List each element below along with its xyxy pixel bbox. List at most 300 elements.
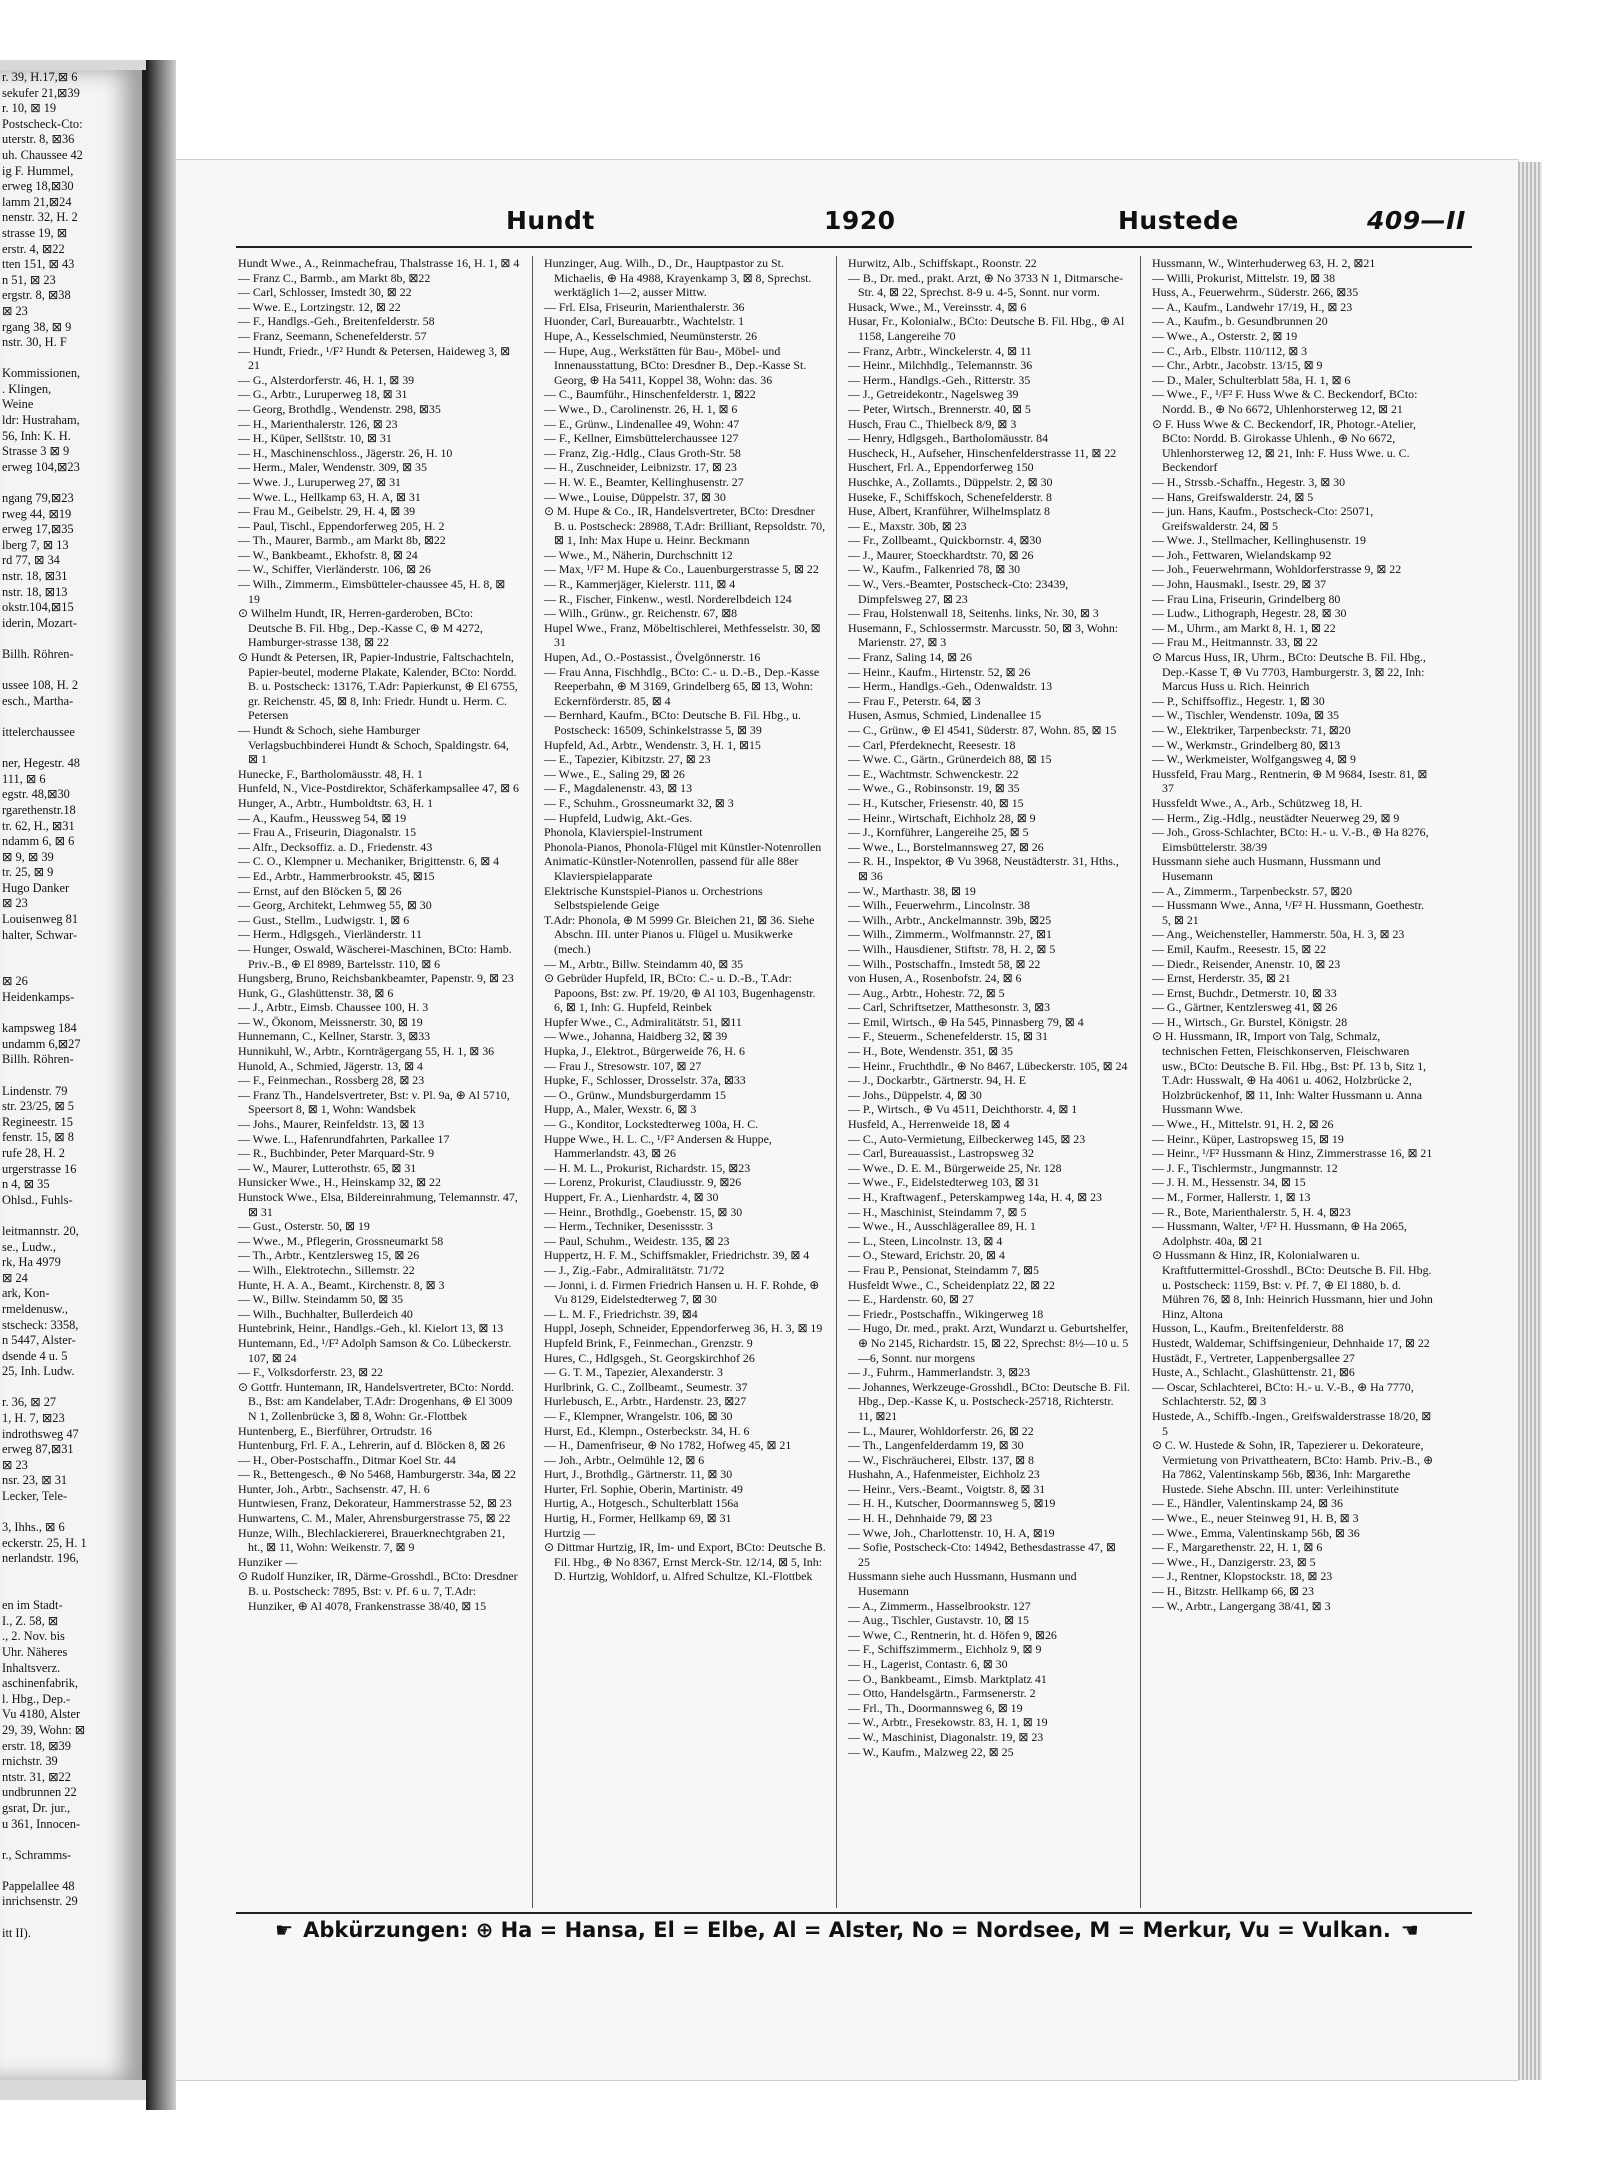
- left-page-line: ergstr. 8, ⊠38: [2, 288, 71, 303]
- directory-entry: T.Adr: Phonola, ⊕ M 5999 Gr. Bleichen 21, ⊠ 36. Siehe Abschn. III. unter Pianos u. Flügel u. Musikwerke (mech.): [544, 912, 815, 956]
- directory-entry: — H., Wirtsch., Gr. Burstel, Königstr. 28: [1152, 1014, 1348, 1029]
- left-page-line: [0, 1910, 142, 1926]
- left-page-line: erweg 104,⊠23: [2, 459, 80, 474]
- directory-entry: — G., Konditor, Lockstedterweg 100a, H. C.: [544, 1117, 759, 1132]
- directory-entry: Hurtig, A., Hotgesch., Schulterblatt 156a: [544, 1496, 739, 1511]
- directory-entry: — Aug., Arbtr., Hohestr. 72, ⊠ 5: [848, 985, 1005, 1000]
- directory-entry: — Herm., Maler, Wendenstr. 309, ⊠ 35: [238, 460, 427, 475]
- directory-entry: von Husen, A., Rosenbofstr. 24, ⊠ 6: [848, 971, 1022, 986]
- left-page-line: uterstr. 8, ⊠36: [2, 132, 75, 147]
- directory-entry: — H., Damenfriseur, ⊕ No 1782, Hofweg 45, ⊠ 21: [544, 1438, 792, 1453]
- directory-entry: — A., Kaufm., b. Gesundbrunnen 20: [1152, 314, 1328, 329]
- directory-entry: — E., Wachtmstr. Schwenckestr. 22: [848, 766, 1019, 781]
- left-page-line: r. 39, H.17,⊠ 6: [2, 70, 78, 84]
- left-page-line: indrothsweg 47: [2, 1426, 79, 1441]
- left-page-line: [0, 1068, 142, 1084]
- directory-entry: — Herm., Handlgs.-Geh., Odenwaldstr. 13: [848, 679, 1053, 694]
- directory-entry: — Wwe, C., Rentnerin, ht. d. Höfen 9, ⊠26: [848, 1627, 1057, 1642]
- directory-entry: — H. M. L., Prokurist, Richardstr. 15, ⊠23: [544, 1160, 751, 1175]
- directory-entry: — Hans, Greifswalderstr. 24, ⊠ 5: [1152, 489, 1314, 504]
- page-number: 409—II: [1367, 206, 1466, 235]
- directory-entry: — Wwe. L., Hafenrundfahrten, Parkallee 17: [238, 1131, 450, 1146]
- directory-entry: — E., Maxstr. 30b, ⊠ 23: [848, 518, 967, 533]
- directory-entry: — Herm., Handlgs.-Geh., Ritterstr. 35: [848, 372, 1031, 387]
- column-4: [1152, 256, 1434, 1908]
- directory-entry: Hussfeld, Frau Marg., Rentnerin, ⊕ M 9684, Isestr. 81, ⊠ 37: [1152, 766, 1428, 796]
- directory-entry: — Th., Langenfelderdamm 19, ⊠ 30: [848, 1438, 1024, 1453]
- directory-entry: Huschert, Frl. A., Eppendorferweg 150: [848, 460, 1034, 475]
- directory-entry: — G. T. M., Tapezier, Alexanderstr. 3: [544, 1365, 723, 1380]
- left-page-line: halter, Schwar-: [2, 927, 77, 942]
- directory-entry: Hussmann siehe auch Husmann, Hussmann und Husemann: [1152, 854, 1381, 883]
- directory-entry: — E., Hardenstr. 60, ⊠ 27: [848, 1292, 974, 1307]
- directory-entry: Hurt, J., Brothdlg., Gärtnerstr. 11, ⊠ 30: [544, 1467, 733, 1482]
- directory-entry: — Franz, Arbtr., Winckelerstr. 4, ⊠ 11: [848, 343, 1032, 358]
- directory-entry: Husack, Wwe., M., Vereinsstr. 4, ⊠ 6: [848, 299, 1027, 314]
- left-page-line: ndamm 6, ⊠ 6: [2, 834, 75, 849]
- left-page-line: rmeldenusw.,: [2, 1301, 68, 1316]
- directory-entry: — Franz Th., Handelsvertreter, Bst: v. Pl. 9a, ⊕ Al 5710, Speersort 8, ⊠ 1, Wohn: Wandsbek: [238, 1087, 510, 1117]
- left-page-line: aschinenfabrik,: [2, 1676, 79, 1691]
- left-page-line: u 361, Innocen-: [2, 1816, 81, 1831]
- directory-entry: Huscheck, H., Aufseher, Hinschenfelderstrasse 11, ⊠ 22: [848, 445, 1117, 460]
- directory-entry: Hustede, A., Schiffb.-Ingen., Greifswalderstrasse 18/20, ⊠ 5: [1152, 1408, 1432, 1438]
- left-page-line: egstr. 48,⊠30: [2, 787, 70, 802]
- directory-entry: — A., Kaufm., Landwehr 17/19, H., ⊠ 23: [1152, 299, 1353, 314]
- directory-entry: — Franz C., Barmb., am Markt 8b, ⊠22: [238, 270, 431, 285]
- directory-entry: — H., Maschinenschloss., Jägerstr. 26, H. 10: [238, 445, 453, 460]
- directory-entry: — Frau P., Pensionat, Steindamm 7, ⊠5: [848, 1262, 1039, 1277]
- directory-entry: — Wwe., D., Carolinenstr. 26, H. 1, ⊠ 6: [544, 401, 738, 416]
- directory-entry: — G., Gärtner, Kentzlersweg 41, ⊠ 26: [1152, 1000, 1338, 1015]
- left-page-line: Regineestr. 15: [2, 1114, 73, 1129]
- left-page-line: Vu 4180, Alster: [2, 1707, 81, 1722]
- directory-entry: — F., Kellner, Eimsbüttelerchaussee 127: [544, 431, 739, 446]
- directory-entry: Huppl, Joseph, Schneider, Eppendorferweg 36, H. 3, ⊠ 19: [544, 1321, 823, 1336]
- directory-entry: Hupfer Wwe., C., Admiralitätstr. 51, ⊠11: [544, 1014, 742, 1029]
- directory-entry: — Wilh., Postschaffn., Imstedt 58, ⊠ 22: [848, 956, 1041, 971]
- directory-entry: — H. H., Kutscher, Doormannsweg 5, ⊠19: [848, 1496, 1056, 1511]
- directory-entry: — Jonni, i. d. Firmen Friedrich Hansen u. H. F. Rohde, ⊕ Vu 8129, Eidelstedterweg 7, ⊠ 30: [544, 1277, 820, 1307]
- directory-entry: — Wilh., Buchhalter, Bullerdeich 40: [238, 1306, 413, 1321]
- directory-entry: ⊙ Gottfr. Huntemann, IR, Handelsvertreter, BCto: Nordd. B., Bst: am Kandelaber, T.Adr: Drogenhans, ⊕ El 3009 N 1, Zollenbrücke 3, ⊠ 8, Wohn: Gr.-Flottbek: [238, 1379, 514, 1423]
- left-page-line: [0, 1567, 142, 1583]
- directory-entry: — O., Grünw., Mundsburgerdamm 15: [544, 1087, 726, 1102]
- directory-entry: — J. H. M., Hessenstr. 34, ⊠ 15: [1152, 1175, 1306, 1190]
- directory-entry: — Wilh., Hausdiener, Stiftstr. 78, H. 2, ⊠ 5: [848, 941, 1056, 956]
- left-page-line: ⊠ 26: [2, 974, 28, 989]
- left-page-line: Heidenkamps-: [2, 990, 75, 1005]
- directory-entry: — Hussmann, Walter, ¹/F² H. Hussmann, ⊕ Ha 2065, Adolphstr. 40a, ⊠ 21: [1152, 1219, 1407, 1248]
- left-page-line: n 4, ⊠ 35: [2, 1177, 50, 1192]
- directory-entry: — C., Auto-Vermietung, Eilbeckerweg 145, ⊠ 23: [848, 1131, 1086, 1146]
- directory-entry: Husfeld, A., Herrenweide 18, ⊠ 4: [848, 1117, 1010, 1132]
- hand-pointer-icon: ☛: [275, 1918, 294, 1942]
- left-page-line: fenstr. 15, ⊠ 8: [2, 1130, 74, 1145]
- left-page-line: urgerstrasse 16: [2, 1161, 77, 1176]
- directory-entry: Hunecke, F., Bartholomäusstr. 48, H. 1: [238, 766, 423, 781]
- left-page-line: nenstr. 32, H. 2: [2, 210, 78, 225]
- directory-entry: Hussfeldt Wwe., A., Arb., Schützweg 18, H.: [1152, 795, 1363, 810]
- column-1: [238, 256, 520, 1908]
- header-first-entry: Hundt: [506, 206, 595, 235]
- directory-entry: — W., Arbtr., Langergang 38/41, ⊠ 3: [1152, 1598, 1331, 1613]
- directory-entry: — Wilh., Elektrotechn., Sillemstr. 22: [238, 1262, 415, 1277]
- directory-entry: — Wwe. J., Stellmacher, Kellinghusenstr. 19: [1152, 533, 1366, 548]
- directory-entry: — Carl, Schlosser, Imstedt 30, ⊠ 22: [238, 285, 412, 300]
- directory-entry: — J., Fuhrm., Hammerlandstr. 3, ⊠23: [848, 1365, 1031, 1380]
- directory-entry: — Wwe., A., Osterstr. 2, ⊠ 19: [1152, 328, 1298, 343]
- directory-entry: ⊙ Gebrüder Hupfeld, IR, BCto: C.- u. D.-B., T.Adr: Papoons, Bst: zw. Pf. 19/20, ⊕ Al 103, Bugenhagenstr. 6, ⊠ 1, Inh: G. Hupfeld, Reinbek: [544, 971, 816, 1015]
- directory-entry: — L. M. F., Friedrichstr. 39, ⊠4: [544, 1306, 698, 1321]
- directory-entry: Hures, C., Hdlgsgeh., St. Georgskirchhof 26: [544, 1350, 755, 1365]
- left-page-line: l. Hbg., Dep.-: [2, 1691, 71, 1706]
- directory-entry: Hurlbrink, G. C., Zollbeamt., Seumestr. 37: [544, 1379, 748, 1394]
- directory-entry: Hunnikuhl, W., Arbtr., Kornträgergang 55, H. 1, ⊠ 36: [238, 1044, 495, 1059]
- directory-entry: — A., Zimmerm., Hasselbrookstr. 127: [848, 1598, 1031, 1613]
- directory-entry: Hungsberg, Bruno, Reichsbankbeamter, Papenstr. 9, ⊠ 23: [238, 971, 514, 986]
- directory-entry: — P., Schiffsoffiz., Hegestr. 1, ⊠ 30: [1152, 693, 1325, 708]
- directory-entry: — Chr., Arbtr., Jacobstr. 13/15, ⊠ 9: [1152, 358, 1323, 373]
- left-page-line: erstr. 4, ⊠22: [2, 241, 65, 256]
- abbreviations-text: Abkürzungen: ⊕ Ha = Hansa, El = Elbe, Al = Alster, No = Nordsee, M = Merkur, Vu = Vulkan.: [303, 1918, 1391, 1942]
- directory-entry: — M., Uhrm., am Markt 8, H. 1, ⊠ 22: [1152, 620, 1336, 635]
- directory-entry: — H., Marienthalerstr. 126, ⊠ 23: [238, 416, 398, 431]
- left-page-line: 56, Inh: K. H.: [2, 428, 71, 443]
- directory-entry: Hurtzig —: [544, 1525, 596, 1540]
- directory-entry: — L., Maurer, Wohldorferstr. 26, ⊠ 22: [848, 1423, 1034, 1438]
- directory-entry: ⊙ H. Hussmann, IR, Import von Talg, Schmalz, technischen Fetten, Fleischkonserven, Fleischwaren usw., BCto: Deutsche B. Fil. Hbg., Bst: Pf. 13 b, Sitz 1, T.Adr: Husswalt, ⊕ Ha 4061 u. 4062, Holzbrücke 2, Holzbrückenhof, ⊠ 11, Inh: Walter Hussmann u. Anna Hussmann Wwe.: [1152, 1029, 1427, 1117]
- directory-entry: — Wwe., E., Saling 29, ⊠ 26: [544, 766, 685, 781]
- left-page-line: erweg 18,⊠30: [2, 179, 74, 194]
- directory-entry: — P., Wirtsch., ⊕ Vu 4511, Deichthorstr. 4, ⊠ 1: [848, 1102, 1078, 1117]
- directory-entry: Hupel Wwe., Franz, Möbeltischlerei, Methfesselstr. 30, ⊠ 31: [544, 620, 821, 650]
- left-page-line: kampsweg 184: [2, 1021, 77, 1036]
- directory-entry: ⊙ Hundt & Petersen, IR, Papier-Industrie, Faltschachteln, Papier-beutel, moderne Plakate, Kalender, BCto: Nordd. B. u. Postscheck: 13176, T.Adr: Papierkunst, ⊕ El 6755, gr. Reichenstr. 45, ⊠ 8, Inh: Friedr. Hundt u. Herm. C. Petersen: [238, 650, 518, 723]
- left-page-line: nstr. 18, ⊠13: [2, 584, 68, 599]
- directory-entry: Hupe, A., Kesselschmied, Neumünsterstr. 26: [544, 328, 758, 343]
- directory-entry: ⊙ Marcus Huss, IR, Uhrm., BCto: Deutsche B. Fil. Hbg., Dep.-Kasse T, ⊕ Vu 7703, Hamburgerstr. 3, ⊠ 22, Inh: Marcus Huss u. Rich. Heinrich: [1152, 650, 1426, 694]
- directory-entry: — Wilh., Feuerwehrm., Lincolnstr. 38: [848, 898, 1030, 913]
- directory-entry: — W., Arbtr., Fresekowstr. 83, H. 1, ⊠ 19: [848, 1715, 1048, 1730]
- directory-entry: — W., Billw. Steindamm 50, ⊠ 35: [238, 1292, 404, 1307]
- left-page-line: se., Ludw.,: [2, 1239, 56, 1254]
- column-3: [848, 256, 1130, 1908]
- directory-entry: Hunger, A., Arbtr., Humboldtstr. 63, H. 1: [238, 795, 434, 810]
- directory-entry: Huntemann, Ed., ¹/F² Adolph Samson & Co. Lübeckerstr. 107, ⊠ 24: [238, 1335, 512, 1365]
- directory-entry: — Hupfeld, Ludwig, Akt.-Ges.: [544, 810, 693, 825]
- directory-entry: Huppe Wwe., H. L. C., ¹/F² Andersen & Huppe, Hammerlandstr. 43, ⊠ 26: [544, 1131, 772, 1161]
- directory-page: [176, 160, 1518, 2080]
- directory-entry: — Carl, Pferdeknecht, Reesestr. 18: [848, 737, 1016, 752]
- directory-entry: Husar, Fr., Kolonialw., BCto: Deutsche B. Fil. Hbg., ⊕ Al 1158, Langereihe 70: [848, 314, 1125, 343]
- column-divider: [1140, 256, 1141, 1908]
- directory-entry: — Wwe., F., ¹/F² F. Huss Wwe & C. Beckendorf, BCto: Nordd. B., ⊕ No 6672, Uhlenhorsterweg 12, ⊠ 21: [1152, 387, 1418, 416]
- directory-entry: Hunzinger, Aug. Wilh., D., Dr., Hauptpastor zu St. Michaelis, ⊕ Ha 4988, Krayenkamp 3, ⊠ 8, Sprechst. werktäglich 1—2, ausser Mittw.: [544, 256, 812, 300]
- directory-entry: — E., Tapezier, Kibitzstr. 27, ⊠ 23: [544, 752, 711, 767]
- directory-entry: — C., Arb., Elbstr. 110/112, ⊠ 3: [1152, 343, 1308, 358]
- directory-entry: — F., Schiffszimmerm., Eichholz 9, ⊠ 9: [848, 1642, 1042, 1657]
- left-page-line: sekufer 21,⊠39: [2, 85, 80, 100]
- left-page-line: . Klingen,: [2, 381, 52, 396]
- header-last-entry: Hustede: [1118, 206, 1239, 235]
- directory-entry: — Wwe., D. E. M., Bürgerweide 25, Nr. 128: [848, 1160, 1062, 1175]
- left-page-line: en im Stadt-: [2, 1598, 63, 1613]
- directory-entry: ⊙ M. Hupe & Co., IR, Handelsvertreter, BCto: Dresdner B. u. Postscheck: 28988, T.Adr: Brilliant, Repsoldstr. 70, ⊠ 1, Inh: Max Hupe u. Heinr. Beckmann: [544, 504, 826, 548]
- left-page-line: ⊠ 9, ⊠ 39: [2, 849, 54, 864]
- left-page-line: 3, Ihhs., ⊠ 6: [2, 1520, 65, 1535]
- directory-entry: Hunziker —: [238, 1554, 298, 1569]
- directory-entry: — H., Zuschneider, Leibnizstr. 17, ⊠ 23: [544, 460, 737, 475]
- directory-entry: — Wwe., H., Ausschlägerallee 89, H. 1: [848, 1219, 1037, 1234]
- left-page-line: lamm 21,⊠24: [2, 194, 72, 209]
- directory-entry: — Heinr., Wirtschaft, Eichholz 28, ⊠ 9: [848, 810, 1036, 825]
- directory-entry: — Wilh., Grünw., gr. Reichenstr. 67, ⊠8: [544, 606, 738, 621]
- directory-entry: Hurter, Frl. Sophie, Oberin, Martinistr. 49: [544, 1481, 743, 1496]
- left-page-line: 111, ⊠ 6: [2, 771, 46, 786]
- directory-entry: ⊙ Dittmar Hurtzig, IR, Im- und Export, BCto: Deutsche B. Fil. Hbg., ⊕ No 8367, Ernst Merck-Str. 12/14, ⊠ 5, Inh: D. Hurtzig, Wohldorf, u. Alfred Schultze, Kl.-Flottbek: [544, 1540, 826, 1584]
- left-page-line: inrichsenstr. 29: [2, 1894, 78, 1909]
- directory-entry: — F., Margarethenstr. 22, H. 1, ⊠ 6: [1152, 1540, 1323, 1555]
- directory-entry: — Wwe., Johanna, Haidberg 32, ⊠ 39: [544, 1029, 728, 1044]
- left-page-line: iderin, Mozart-: [2, 615, 78, 630]
- directory-entry: — Georg, Brothdlg., Wendenstr. 298, ⊠35: [238, 401, 441, 416]
- page-stack-edge: [1518, 162, 1542, 2080]
- left-page-line: ngang 79,⊠23: [2, 491, 74, 506]
- left-page-line: [0, 1006, 142, 1022]
- left-page-line: Inhaltsverz.: [2, 1660, 61, 1675]
- directory-entry: — Hundt, Friedr., ¹/F² Hundt & Petersen, Haideweg 3, ⊠ 21: [238, 343, 511, 373]
- left-page-line: Kommissionen,: [2, 366, 81, 381]
- directory-entry: — Fr., Zollbeamt., Quickbornstr. 4, ⊠30: [848, 533, 1042, 548]
- directory-entry: — Johs., Maurer, Reinfeldstr. 13, ⊠ 13: [238, 1117, 425, 1132]
- left-page-line: strasse 19, ⊠: [2, 225, 68, 240]
- directory-entry: — W., Marthastr. 38, ⊠ 19: [848, 883, 976, 898]
- directory-entry: — H., Kraftwagenf., Peterskampweg 14a, H. 4, ⊠ 23: [848, 1190, 1102, 1204]
- directory-entry: — Herm., Zig.-Hdlg., neustädter Neuerweg 29, ⊠ 9: [1152, 810, 1400, 825]
- page-header: [176, 206, 1518, 240]
- directory-entry: Hupfeld Brink, F., Feinmechan., Grenzstr. 9: [544, 1335, 753, 1350]
- left-page-line: rweg 44, ⊠19: [2, 506, 72, 521]
- directory-entry: — W., Kaufm., Falkenried 78, ⊠ 30: [848, 562, 1021, 577]
- directory-entry: — M., Arbtr., Billw. Steindamm 40, ⊠ 35: [544, 956, 744, 971]
- directory-entry: Hurtig, H., Former, Hellkamp 69, ⊠ 31: [544, 1511, 732, 1526]
- directory-entry: — Wwe. L., Hellkamp 63, H. A, ⊠ 31: [238, 489, 421, 504]
- directory-entry: Huonder, Carl, Bureauarbtr., Wachtelstr. 1: [544, 314, 745, 329]
- directory-entry: Hunold, A., Schmied, Jägerstr. 13, ⊠ 4: [238, 1058, 424, 1073]
- left-page-line: ntstr. 31, ⊠22: [2, 1769, 71, 1784]
- directory-entry: — Wwe., Louise, Düppelstr. 37, ⊠ 30: [544, 489, 726, 504]
- directory-entry: Hustädt, F., Vertreter, Lappenbergsallee 27: [1152, 1350, 1355, 1365]
- directory-entry: — Joh., Gross-Schlachter, BCto: H.- u. V.-B., ⊕ Ha 8276, Eimsbüttelerstr. 38/39: [1152, 825, 1429, 854]
- directory-entry: — C. O., Klempner u. Mechaniker, Brigittenstr. 6, ⊠ 4: [238, 854, 500, 869]
- directory-entry: Hunk, G., Glashüttenstr. 38, ⊠ 6: [238, 985, 394, 1000]
- left-page-line: stscheck: 3358,: [2, 1317, 79, 1332]
- directory-entry: Hunter, Joh., Arbtr., Sachsenstr. 47, H. 6: [238, 1481, 430, 1496]
- directory-entry: — Alfr., Decksoffiz. a. D., Friedenstr. 43: [238, 839, 433, 854]
- directory-entry: Hupfeld, Ad., Arbtr., Wendenstr. 3, H. 1, ⊠15: [544, 737, 761, 752]
- directory-entry: ⊙ Rudolf Hunziker, IR, Därme-Grosshdl., BCto: Dresdner B. u. Postscheck: 7895, Bst: v. Pf. 6 u. 7, T.Adr: Hunziker, ⊕ Al 4078, Frankenstrasse 38/40, ⊠ 15: [238, 1569, 518, 1613]
- left-page-line: Hugo Danker: [2, 880, 70, 895]
- directory-entry: — F., Volksdorferstr. 23, ⊠ 22: [238, 1365, 383, 1380]
- directory-entry: — J., Getreidekontr., Nagelsweg 39: [848, 387, 1019, 402]
- directory-entry: — Frau M., Heitmannstr. 33, ⊠ 22: [1152, 635, 1318, 650]
- directory-entry: Phonola-Pianos, Phonola-Flügel mit Künstler-Notenrollen: [544, 839, 822, 854]
- left-page-line: Billh. Röhren-: [2, 1052, 74, 1067]
- directory-entry: Hunwartens, C. M., Maler, Ahrensburgerstrasse 75, ⊠ 22: [238, 1511, 511, 1526]
- left-page-line: nsr. 23, ⊠ 31: [2, 1473, 68, 1488]
- directory-entry: — R., Bettengesch., ⊕ No 5468, Hamburgerstr. 34a, ⊠ 22: [238, 1467, 516, 1482]
- directory-entry: — W., Maschinist, Diagonalstr. 19, ⊠ 23: [848, 1729, 1044, 1744]
- directory-entry: — J., Maurer, Stoeckhardtstr. 70, ⊠ 26: [848, 547, 1034, 562]
- directory-entry: Huppert, Fr. A., Lienhardstr. 4, ⊠ 30: [544, 1190, 719, 1204]
- left-page-line: [0, 959, 142, 975]
- directory-entry: — Franz, Saling 14, ⊠ 26: [848, 650, 972, 665]
- left-page-line: [0, 741, 142, 757]
- directory-entry: — Wwe. J., Luruperweg 27, ⊠ 31: [238, 474, 401, 489]
- directory-entry: — Johs., Düppelstr. 4, ⊠ 30: [848, 1087, 982, 1102]
- directory-entry: — Wwe. E., Lortzingstr. 12, ⊠ 22: [238, 299, 401, 314]
- directory-entry: — Wwe., M., Pflegerin, Grossneumarkt 58: [238, 1233, 444, 1248]
- directory-entry: — W., Ökonom, Meissnerstr. 30, ⊠ 19: [238, 1014, 423, 1029]
- directory-entry: — H., Kutscher, Friesenstr. 40, ⊠ 15: [848, 795, 1024, 810]
- directory-entry: — J., Kornführer, Langereihe 25, ⊠ 5: [848, 825, 1029, 840]
- directory-entry: Huseke, F., Schiffskoch, Schenefelderstr. 8: [848, 489, 1052, 504]
- directory-entry: Huntebrink, Heinr., Handlgs.-Geh., kl. Kielort 13, ⊠ 13: [238, 1321, 504, 1336]
- directory-entry: Hupke, F., Schlosser, Drosselstr. 37a, ⊠33: [544, 1073, 746, 1088]
- left-page-line: [0, 1832, 142, 1848]
- left-page-line: esch., Martha-: [2, 693, 74, 708]
- left-page-line: [0, 709, 142, 725]
- left-page-line: Ohlsd., Fuhls-: [2, 1192, 73, 1207]
- directory-entry: Husson, L., Kaufm., Breitenfelderstr. 88: [1152, 1321, 1344, 1336]
- directory-entry: — Wwe., G., Robinsonstr. 19, ⊠ 35: [848, 781, 1020, 796]
- directory-entry: ⊙ F. Huss Wwe & C. Beckendorf, IR, Photogr.-Atelier, BCto: Nordd. B. Girokasse Uhlenh., ⊕ No 6672, Uhlenhorsterweg 12, ⊠ 21, Inh: F. Huss Wwe. u. C. Beckendorf: [1152, 416, 1416, 475]
- left-page-line: ⊠ 23: [2, 896, 28, 911]
- directory-entry: — J. F., Tischlermstr., Jungmannstr. 12: [1152, 1160, 1338, 1175]
- left-page-line: [0, 475, 142, 491]
- directory-entry: — W., Kaufm., Malzweg 22, ⊠ 25: [848, 1744, 1014, 1759]
- directory-entry: — Wilh., Arbtr., Anckelmannstr. 39b, ⊠25: [848, 912, 1052, 927]
- left-page-line: ussee 108, H. 2: [2, 678, 79, 693]
- directory-entry: — Heinr., Küper, Lastropsweg 15, ⊠ 19: [1152, 1131, 1344, 1146]
- left-page-line: ., 2. Nov. bis: [2, 1629, 65, 1644]
- directory-entry: Phonola, Klavierspiel-Instrument: [544, 825, 703, 840]
- directory-entry: — Emil, Kaufm., Reesestr. 15, ⊠ 22: [1152, 941, 1327, 956]
- directory-entry: — F., Magdalenenstr. 43, ⊠ 13: [544, 781, 693, 796]
- directory-entry: — Wwe., F., Eidelstedterweg 103, ⊠ 31: [848, 1175, 1040, 1190]
- directory-entry: Huschke, A., Zollamts., Düppelstr. 2, ⊠ 30: [848, 474, 1053, 489]
- directory-entry: — Gust., Stellm., Ludwigstr. 1, ⊠ 6: [238, 912, 410, 927]
- left-page-line: rufe 28, H. 2: [2, 1145, 65, 1160]
- left-page-line: leitmannstr. 20,: [2, 1223, 79, 1238]
- abbreviations-footer: [176, 1918, 1518, 1948]
- directory-entry: — R., Kammerjäger, Kielerstr. 111, ⊠ 4: [544, 577, 736, 592]
- directory-entry: Huntwiesen, Franz, Dekorateur, Hammerstrasse 52, ⊠ 23: [238, 1496, 512, 1511]
- directory-entry: — H., Lagerist, Contastr. 6, ⊠ 30: [848, 1657, 1008, 1671]
- left-page-line: rnichstr. 39: [2, 1754, 58, 1769]
- directory-entry: — H., Bote, Wendenstr. 351, ⊠ 35: [848, 1044, 1014, 1059]
- directory-entry: — J., Rentner, Klopstockstr. 18, ⊠ 23: [1152, 1569, 1333, 1584]
- directory-entry: — L., Steen, Lincolnstr. 13, ⊠ 4: [848, 1233, 1003, 1248]
- left-page-line: [0, 1505, 142, 1521]
- directory-entry: — Heinr., Fruchthdlr., ⊕ No 8467, Lübeckerstr. 105, ⊠ 24: [848, 1058, 1128, 1073]
- left-page-line: ark, Kon-: [2, 1286, 50, 1301]
- directory-entry: Hupka, J., Elektrot., Bürgerweide 76, H. 6: [544, 1044, 745, 1059]
- left-page-line: erweg 87,⊠31: [2, 1442, 74, 1457]
- directory-entry: — Frau A., Friseurin, Diagonalstr. 15: [238, 825, 417, 840]
- directory-entry: — E., Grünw., Lindenallee 49, Wohn: 47: [544, 416, 740, 431]
- directory-entry: — Wwe., Emma, Valentinskamp 56b, ⊠ 36: [1152, 1525, 1360, 1540]
- left-page-line: undbrunnen 22: [2, 1785, 77, 1800]
- directory-entry: — C., Baumführ., Hinschenfelderstr. 1, ⊠22: [544, 387, 756, 402]
- directory-entry: — Frau Anna, Fischhdlg., BCto: C.- u. D.-B., Dep.-Kasse Reeperbahn, ⊕ M 3169, Grindelberg 65, ⊠ 13, Wohn: Eckernförderstr. 85, ⊠ 4: [544, 664, 820, 708]
- directory-entry: Hunsicker Wwe., H., Heinskamp 32, ⊠ 22: [238, 1175, 441, 1190]
- directory-entry: Hunze, Wilh., Blechlackiererei, Brauerknechtgraben 21, ht., ⊠ 11, Wohn: Weikenstr. 7, ⊠ 9: [238, 1525, 506, 1555]
- left-page-line: 29, 39, Wohn: ⊠: [2, 1722, 86, 1737]
- directory-entry: Hunnemann, C., Kellner, Starstr. 3, ⊠33: [238, 1029, 431, 1044]
- directory-entry: — Hundt & Schoch, siehe Hamburger Verlagsbuchbinderei Hundt & Schoch, Spaldingstr. 64, ⊠ 1: [238, 723, 509, 767]
- directory-entry: — Franz, Seemann, Schenefelderstr. 57: [238, 328, 427, 343]
- directory-entry: — Heinr., Milchhdlg., Telemannstr. 36: [848, 358, 1033, 373]
- directory-entry: Huste, A., Schlacht., Glashüttenstr. 21, ⊠6: [1152, 1365, 1355, 1380]
- left-page-line: erstr. 18, ⊠39: [2, 1738, 71, 1753]
- directory-entry: — Henry, Hdlgsgeh., Bartholomäusstr. 84: [848, 431, 1049, 446]
- directory-entry: — W., Bankbeamt., Ekhofstr. 8, ⊠ 24: [238, 547, 418, 562]
- left-page-line: ⊠ 24: [2, 1270, 28, 1285]
- directory-entry: — Herm., Techniker, Desenissstr. 3: [544, 1219, 713, 1234]
- directory-entry: Huntenberg, E., Bierführer, Ortrudstr. 16: [238, 1423, 432, 1438]
- directory-entry: — Hupe, Aug., Werkstätten für Bau-, Möbel- und Innenausstattung, BCto: Dresdner B., Dep.-Kasse St. Georg, ⊕ Ha 5411, Koppel 38, Wohn: das. 36: [544, 343, 807, 387]
- directory-entry: — Frau F., Peterstr. 64, ⊠ 3: [848, 693, 981, 708]
- directory-entry: — F., Schuhm., Grossneumarkt 32, ⊠ 3: [544, 795, 734, 810]
- directory-entry: — R., Bote, Marienthalerstr. 5, H. 4, ⊠23: [1152, 1204, 1351, 1219]
- left-page-line: n 5447, Alster-: [2, 1333, 76, 1348]
- left-page-line: n 51, ⊠ 23: [2, 272, 56, 287]
- left-page-line: r., Schramms-: [2, 1847, 72, 1862]
- directory-entry: — Frl. Elsa, Friseurin, Marienthalerstr. 36: [544, 299, 745, 314]
- directory-entry: Huse, Albert, Kranführer, Wilhelmsplatz 8: [848, 504, 1050, 519]
- directory-entry: — Ang., Weichensteller, Hammerstr. 50a, H. 3, ⊠ 23: [1152, 927, 1405, 942]
- directory-entry: — F., Steuerm., Schenefelderstr. 15, ⊠ 31: [848, 1029, 1048, 1044]
- left-page-line: Weine: [2, 397, 34, 412]
- left-page-line: tten 151, ⊠ 43: [2, 257, 75, 272]
- directory-entry: — Frau J., Stresowstr. 107, ⊠ 27: [544, 1058, 702, 1073]
- left-page-line: Uhr. Näheres: [2, 1644, 68, 1659]
- left-page-line: 1, H. 7, ⊠23: [2, 1411, 65, 1426]
- left-page-line: eckerstr. 25, H. 1: [2, 1535, 87, 1550]
- directory-entry: Hussmann, W., Winterhuderweg 63, H. 2, ⊠21: [1152, 256, 1376, 270]
- directory-entry: Animatic-Künstler-Notenrollen, passend für alle 88er Klavierspielapparate: [544, 854, 799, 883]
- directory-entry: Huntenburg, Frl. F. A., Lehrerin, auf d. Blöcken 8, ⊠ 26: [238, 1438, 506, 1453]
- directory-entry: — W., Werkmeister, Wolfgangsweg 4, ⊠ 9: [1152, 752, 1356, 767]
- directory-entry: Husemann, F., Schlossermstr. Marcusstr. 50, ⊠ 3, Wohn: Marienstr. 27, ⊠ 3: [848, 620, 1119, 650]
- left-page-line: Louisenweg 81: [2, 912, 79, 927]
- directory-entry: — Georg, Architekt, Lehmweg 55, ⊠ 30: [238, 898, 432, 913]
- left-page-line: rd 77, ⊠ 34: [2, 553, 60, 568]
- directory-entry: Hussmann siehe auch Hussmann, Husmann und Husemann: [848, 1569, 1077, 1599]
- directory-entry: — Johannes, Werkzeuge-Grosshdl., BCto: Deutsche B. Fil. Hbg., Dep.-Kasse K, u. Postscheck-25718, Richterstr. 11, ⊠21: [848, 1379, 1130, 1423]
- directory-entry: — Frau, Holstenwall 18, Seitenhs. links, Nr. 30, ⊠ 3: [848, 606, 1099, 621]
- left-page-line: rk, Ha 4979: [2, 1255, 61, 1270]
- directory-entry: — E., Händler, Valentinskamp 24, ⊠ 36: [1152, 1496, 1343, 1511]
- directory-entry: — Heinr., ¹/F² Hussmann & Hinz, Zimmerstrasse 16, ⊠ 21: [1152, 1146, 1433, 1161]
- directory-entry: — Joh., Arbtr., Oelmühle 12, ⊠ 6: [544, 1452, 705, 1467]
- directory-entry: — D., Maler, Schulterblatt 58a, H. 1, ⊠ 6: [1152, 372, 1351, 387]
- directory-entry: — Max, ¹/F² M. Hupe & Co., Lauenburgerstrasse 5, ⊠ 22: [544, 562, 819, 577]
- directory-entry: — J., Arbtr., Eimsb. Chaussee 100, H. 3: [238, 1000, 429, 1015]
- directory-entry: — Joh., Fettwaren, Wielandskamp 92: [1152, 547, 1332, 562]
